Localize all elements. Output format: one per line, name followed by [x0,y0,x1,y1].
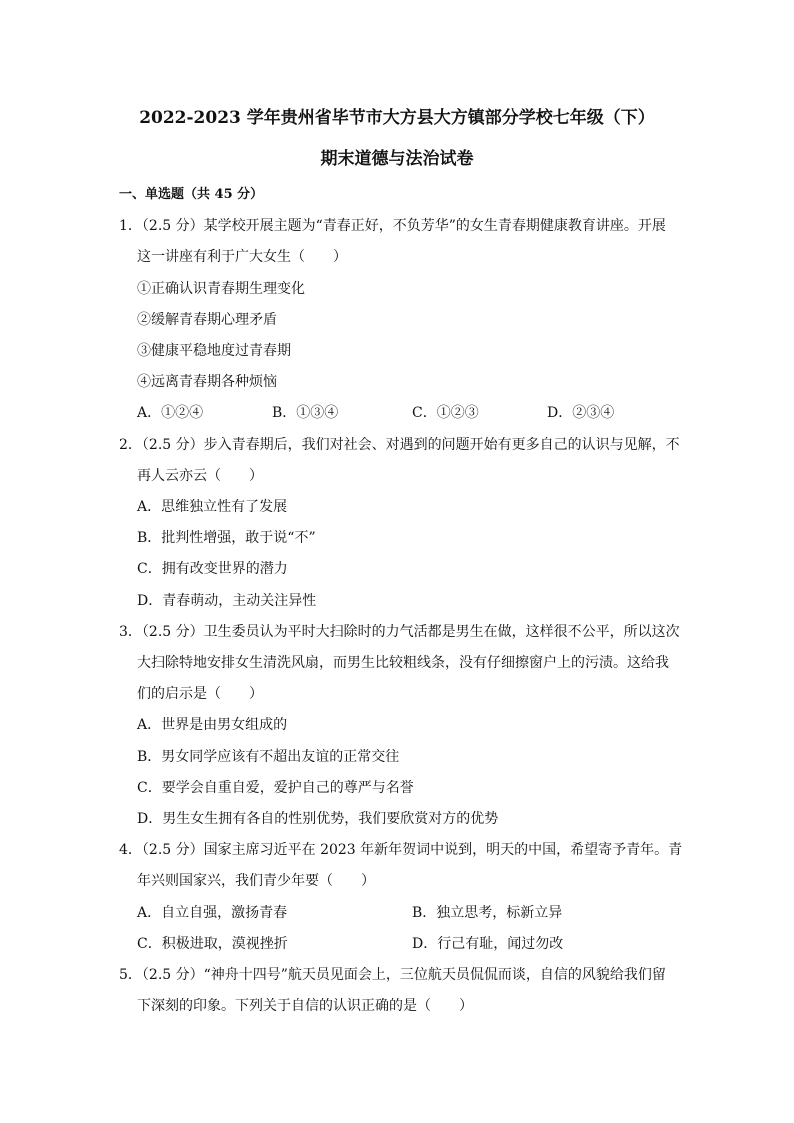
exam-title-line2: 期末道德与法治试卷 [320,149,474,169]
q1-item-4: ④远离青春期各种烦恼 [137,374,277,390]
q4-option-a: A．自立自强，激扬青春 [137,905,288,921]
q4-stem-line1: 4．（2.5 分）国家主席习近平在 2023 年新年贺词中说到，明天的中国，希望寄予青年。青 [119,842,683,858]
q5-stem-line2: 下深刻的印象。下列关于自信的认识正确的是（ ） [137,998,473,1014]
q1-item-3: ③健康平稳地度过青春期 [137,343,291,359]
q4-option-b: B．独立思考，标新立异 [412,905,563,921]
q3-option-b: B．男女同学应该有不超出友谊的正常交往 [137,749,400,765]
q1-option-b: B．①③④ [272,405,339,421]
q2-option-a: A．思维独立性有了发展 [137,499,288,515]
q1-stem-line1: 1．（2.5 分）某学校开展主题为“青春正好，不负芳华”的女生青春期健康教育讲座。开展 [119,218,666,234]
q1-stem-line2: 这一讲座有利于广大女生（ ） [137,249,347,265]
q5-stem-line1: 5．（2.5 分）“神舟十四号”航天员见面会上，三位航天员侃侃而谈，自信的风貌给我们留 [119,967,666,983]
q4-option-d: D．行己有耻，闻过勿改 [412,936,564,952]
q2-stem-line1: 2．（2.5 分）步入青春期后，我们对社会、对遇到的问题开始有更多自己的认识与见解，不 [119,437,680,453]
q1-option-d: D．②③④ [547,405,615,421]
q1-option-c: C．①②③ [412,405,479,421]
q3-stem-line3: 们的启示是（ ） [137,686,263,702]
q1-item-1: ①正确认识青春期生理变化 [137,281,305,297]
q2-stem-line2: 再人云亦云（ ） [137,468,263,484]
q3-stem-line1: 3．（2.5 分）卫生委员认为平时大扫除时的力气活都是男生在做，这样很不公平，所以这次 [119,624,680,640]
q1-item-2: ②缓解青春期心理矛盾 [137,312,277,328]
q3-option-c: C．要学会自重自爱，爱护自己的尊严与名誉 [137,780,414,796]
q2-option-d: D．青春萌动，主动关注异性 [137,593,317,609]
q3-option-d: D．男生女生拥有各自的性别优势，我们要欣赏对方的优势 [137,811,499,827]
exam-title-line1: 2022-2023 学年贵州省毕节市大方县大方镇部分学校七年级（下） [139,108,655,128]
q1-option-a: A．①②④ [137,405,204,421]
q4-option-c: C．积极进取，漠视挫折 [137,936,288,952]
q3-option-a: A．世界是由男女组成的 [137,717,288,733]
q2-option-c: C．拥有改变世界的潜力 [137,561,288,577]
q2-option-b: B．批判性增强，敢于说“不” [137,530,316,546]
q3-stem-line2: 大扫除特地安排女生清洗风扇，而男生比较粗线条，没有仔细擦窗户上的污渍。这给我 [137,655,669,671]
section-heading-single-choice: 一、单选题（共 45 分） [119,187,264,202]
q4-stem-line2: 年兴则国家兴，我们青少年要（ ） [137,873,375,889]
